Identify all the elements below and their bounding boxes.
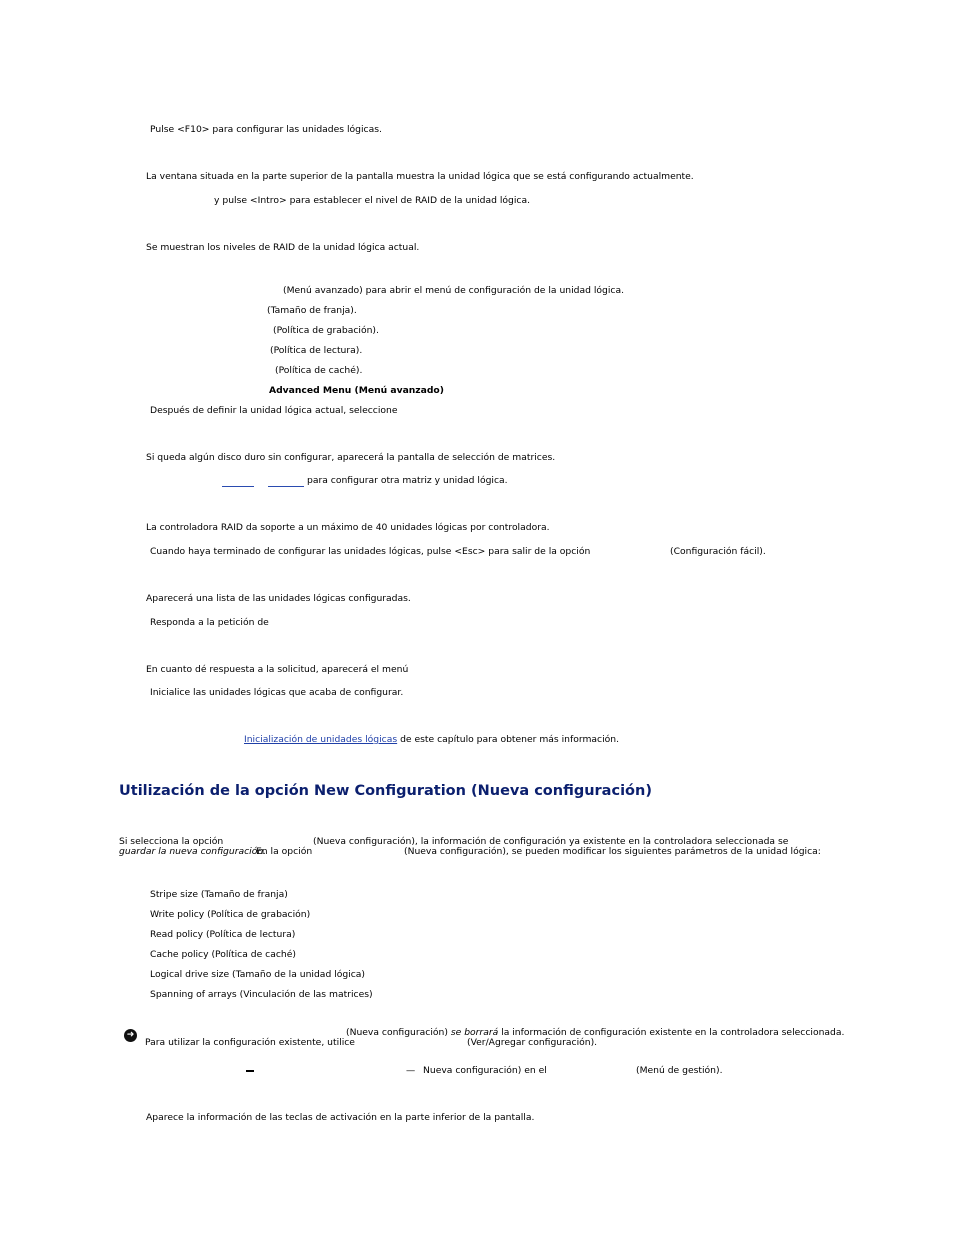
- notice-italic: se borrará: [450, 1027, 499, 1038]
- step-text: En cuanto dé respuesta a la solicitud, aparecerá el menú: [146, 664, 409, 675]
- list-item: Logical drive size (Tamaño de la unidad lógica): [150, 969, 366, 980]
- step-text: (Menú de gestión).: [636, 1065, 723, 1076]
- list-item: Spanning of arrays (Vinculación de las matrices): [150, 989, 373, 1000]
- paragraph-text: Si selecciona la opción: [119, 836, 224, 847]
- step-text: —: [406, 1065, 416, 1076]
- step-text: Después de definir la unidad lógica actual, seleccione: [150, 405, 398, 416]
- step-text: La controladora RAID da soporte a un máximo de 40 unidades lógicas por controladora.: [146, 522, 550, 533]
- step-text: Responda a la petición de: [150, 617, 269, 628]
- step-text: (Política de caché).: [275, 365, 363, 376]
- list-item: Cache policy (Política de caché): [150, 949, 296, 960]
- step-text: para configurar otra matriz y unidad lógica.: [307, 475, 508, 486]
- step-text: Aparecerá una lista de las unidades lógicas configuradas.: [146, 593, 411, 604]
- step-text: La ventana situada en la parte superior de la pantalla muestra la unidad lógica que se está configurando actualmente.: [146, 171, 694, 182]
- step-text: Pulse <F10> para configurar las unidades lógicas.: [150, 124, 382, 135]
- notice-icon: ➜: [124, 1029, 137, 1042]
- step-text: (Configuración fácil).: [670, 546, 766, 557]
- dash-mark: [246, 1070, 254, 1072]
- notice-segment: la información de configuración existente en la controladora seleccionada.: [501, 1027, 845, 1038]
- blank-link-1[interactable]: [222, 486, 254, 487]
- step-text: y pulse <Intro> para establecer el nivel de RAID de la unidad lógica.: [214, 195, 531, 206]
- step-text: Se muestran los niveles de RAID de la unidad lógica actual.: [146, 242, 420, 253]
- step-text: (Tamaño de franja).: [267, 305, 357, 316]
- paragraph-italic: guardar la nueva configuración.: [119, 846, 267, 857]
- blank-link-2[interactable]: [268, 486, 304, 487]
- advanced-menu-label: Advanced Menu (Menú avanzado): [269, 385, 444, 396]
- step-text: Cuando haya terminado de configurar las unidades lógicas, pulse <Esc> para salir de la opción: [150, 546, 591, 557]
- list-item: Stripe size (Tamaño de franja): [150, 889, 288, 900]
- reference-text: de este capítulo para obtener más información.: [400, 734, 620, 745]
- step-text: Aparece la información de las teclas de activación en la parte inferior de la pantalla.: [146, 1112, 535, 1123]
- paragraph-text: En la opción: [256, 846, 313, 857]
- paragraph-text: (Nueva configuración), se pueden modificar los siguientes parámetros de la unidad lógica:: [404, 846, 821, 857]
- notice-segment: (Nueva configuración): [346, 1027, 448, 1038]
- step-text: Si queda algún disco duro sin configurar, aparecerá la pantalla de selección de matrices.: [146, 452, 556, 463]
- notice-text: (Ver/Agregar configuración).: [467, 1037, 598, 1048]
- paragraph-text: (Nueva configuración), la información de configuración ya existente en la controladora seleccionada se: [313, 836, 789, 847]
- step-text: (Menú avanzado) para abrir el menú de configuración de la unidad lógica.: [283, 285, 625, 296]
- list-item: Write policy (Política de grabación): [150, 909, 311, 920]
- step-text: (Política de lectura).: [270, 345, 363, 356]
- step-text: (Política de grabación).: [273, 325, 379, 336]
- step-text: Inicialice las unidades lógicas que acaba de configurar.: [150, 687, 404, 698]
- reference-line: [244, 734, 619, 746]
- initialization-link[interactable]: Inicialización de unidades lógicas: [244, 734, 398, 745]
- step-text: Nueva configuración) en el: [423, 1065, 547, 1076]
- notice-text: Para utilizar la configuración existente, utilice: [145, 1037, 355, 1048]
- section-title: Utilización de la opción New Configuration (Nueva configuración): [119, 783, 652, 799]
- list-item: Read policy (Política de lectura): [150, 929, 296, 940]
